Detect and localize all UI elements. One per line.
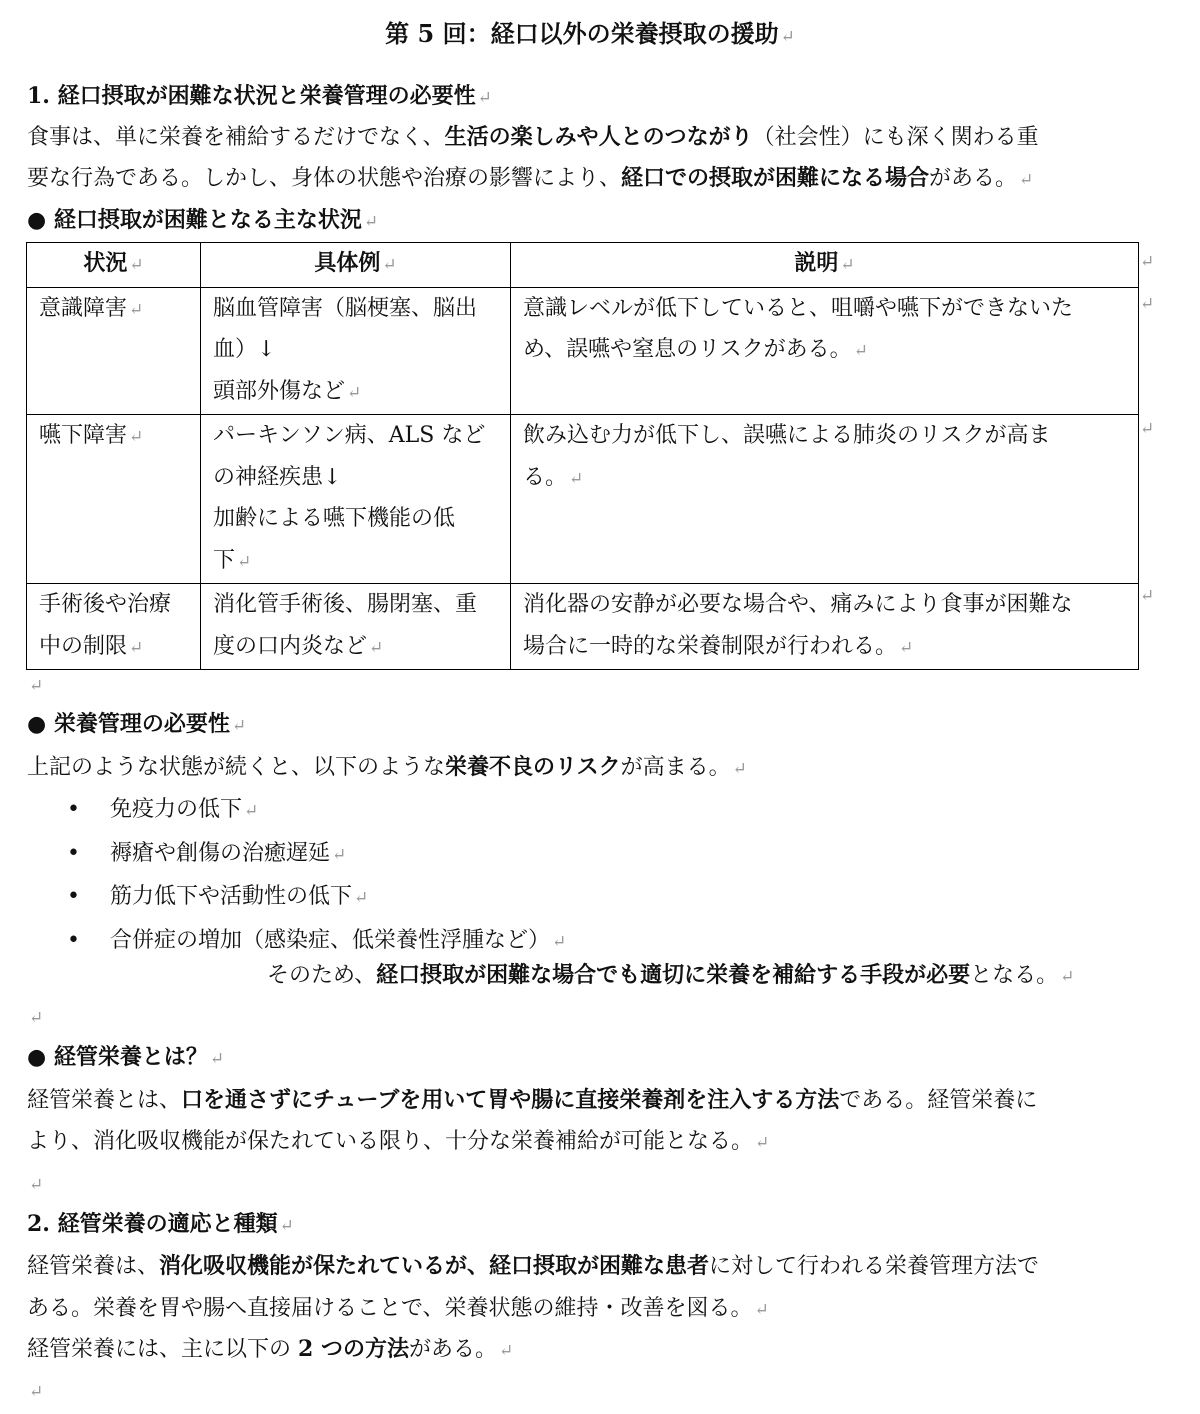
cell-description: 消化器の安静が必要な場合や、痛みにより食事が困難な 場合に一時的な栄養制限が行われる。 ↵	[511, 584, 1139, 670]
section2-paragraph-line1: 経管栄養は、消化吸収機能が保たれているが、経口摂取が困難な患者に対して行われる栄養管理方法で	[27, 1253, 1040, 1279]
section1-heading: 1. 経口摂取が困難な状況と栄養管理の必要性 ↵	[27, 83, 492, 109]
row-end-mark: ↵	[1140, 419, 1155, 439]
cell-example: 消化管手術後、腸閉塞、重 度の口内炎など ↵	[201, 584, 511, 670]
cell-situation: 手術後や治療 中の制限 ↵	[27, 584, 201, 670]
table-row	[27, 415, 1139, 584]
list-item: • 免疫力の低下 ↵	[67, 797, 259, 822]
tube-paragraph-line1: 経管栄養とは、口を通さずにチューブを用いて胃や腸に直接栄養剤を注入する方法である。経管栄養に	[27, 1087, 1038, 1113]
row-end-mark: ↵	[1140, 252, 1155, 272]
section2-paragraph-line3: 経管栄養には、主に以下の 2 つの方法がある。 ↵	[27, 1336, 514, 1362]
section2-paragraph-line2: ある。栄養を胃や腸へ直接届けることで、栄養状態の維持・改善を図る。 ↵	[27, 1296, 769, 1321]
risk-list	[27, 789, 566, 963]
list-item: • 合併症の増加（感染症、低栄養性浮腫など） ↵	[67, 927, 567, 953]
row-end-mark: ↵	[1140, 586, 1155, 606]
cell-example: 脳血管障害（脳梗塞、脳出 血）↓ 頭部外傷など ↵	[201, 287, 511, 415]
section2-heading: 2. 経管栄養の適応と種類 ↵	[27, 1211, 294, 1237]
empty-paragraph: ↵	[29, 1382, 44, 1402]
header-example: 具体例 ↵	[201, 243, 511, 288]
nutrition-conclusion: そのため、経口摂取が困難な場合でも適切に栄養を補給する手段が必要となる。 ↵	[267, 962, 1075, 988]
table-row	[27, 287, 1139, 415]
section1-paragraph-line1: 食事は、単に栄養を補給するだけでなく、生活の楽しみや人とのつながり（社会性）にも深く関わる重	[27, 124, 1039, 150]
cell-example: パーキンソン病、ALS など の神経疾患↓ 加齢による嚥下機能の低 下 ↵	[201, 415, 511, 584]
cell-description: 飲み込む力が低下し、誤嚥による肺炎のリスクが高ま る。 ↵	[511, 415, 1139, 584]
tube-heading: ● 経管栄養とは？ ↵	[27, 1044, 225, 1070]
header-description: 説明 ↵	[511, 243, 1139, 288]
empty-paragraph: ↵	[29, 1175, 44, 1195]
tube-paragraph-line2: より、消化吸収機能が保たれている限り、十分な栄養補給が可能となる。 ↵	[27, 1129, 770, 1154]
situations-table	[26, 242, 1139, 670]
list-item: • 筋力低下や活動性の低下 ↵	[67, 884, 369, 909]
row-end-mark: ↵	[1140, 294, 1155, 314]
nutrition-intro: 上記のような状態が続くと、以下のような栄養不良のリスクが高まる。 ↵	[27, 754, 747, 780]
cell-description: 意識レベルが低下していると、咀嚼や嚥下ができないた め、誤嚥や窒息のリスクがある。 ↵	[511, 287, 1139, 415]
cell-situation: 意識障害 ↵	[27, 287, 201, 415]
header-situation: 状況 ↵	[27, 243, 201, 288]
empty-paragraph: ↵	[29, 676, 44, 696]
list-item: • 褥瘡や創傷の治癒遅延 ↵	[67, 840, 347, 866]
table-header-row	[27, 243, 1139, 288]
page-title: 第 5 回：経口以外の栄養摂取の援助 ↵	[385, 19, 795, 48]
situations-subheading: ● 経口摂取が困難となる主な状況 ↵	[27, 207, 379, 233]
empty-paragraph: ↵	[29, 1008, 44, 1028]
nutrition-heading: ● 栄養管理の必要性 ↵	[27, 711, 247, 737]
cell-situation: 嚥下障害 ↵	[27, 415, 201, 584]
table-row	[27, 584, 1139, 670]
section1-paragraph-line2: 要な行為である。しかし、身体の状態や治療の影響により、経口での摂取が困難になる場合がある。 ↵	[27, 165, 1034, 191]
